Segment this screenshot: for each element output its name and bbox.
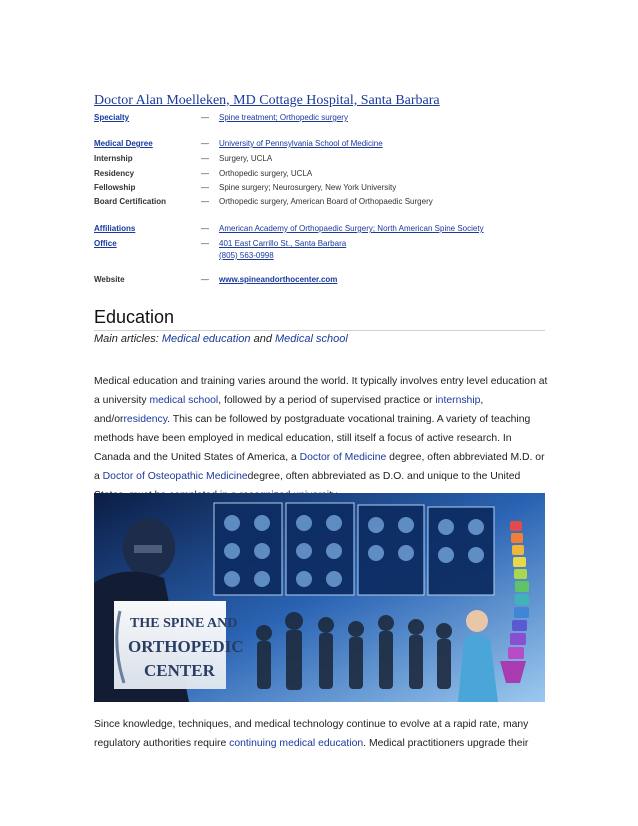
info-label-internship: Internship — [94, 154, 133, 163]
info-label-residency: Residency — [94, 169, 135, 178]
para1-text-2: , followed by a period of supervised practice or — [218, 395, 436, 406]
link-internship[interactable]: internship — [435, 395, 481, 406]
info-label-office[interactable]: Office — [94, 239, 117, 248]
info-value-residency: Orthopedic surgery, UCLA — [219, 169, 313, 178]
para1-text-6: degree, often abbreviated as D.O. and unique to the United — [247, 471, 521, 482]
main-articles-and: and — [250, 333, 275, 345]
education-paragraph-1 — [94, 372, 549, 505]
logo-line-3: CENTER — [144, 661, 215, 680]
info-label-specialty[interactable]: Specialty — [94, 113, 130, 122]
info-value-affiliations[interactable]: American Academy of Orthopaedic Surgery; North American Spine Society — [219, 224, 484, 233]
logo-line-1: THE SPINE AND — [130, 616, 238, 631]
banner-artwork — [94, 493, 545, 702]
link-doctor-of-medicine[interactable]: Doctor of Medicine — [299, 452, 387, 463]
spine-center-banner-image — [94, 493, 545, 702]
info-dash: — — [201, 169, 209, 178]
info-value-office-address[interactable]: 401 East Carrillo St., Santa Barbara — [219, 239, 347, 248]
para2-text-1: Since knowledge, techniques, and medical technology continue to evolve at a rapid rate, many regulatory authorities require — [94, 719, 529, 749]
info-value-internship: Surgery, UCLA — [219, 154, 273, 163]
info-label-website: Website — [94, 275, 125, 284]
info-value-fellowship: Spine surgery; Neurosurgery, New York University — [219, 183, 397, 192]
info-dash: — — [201, 139, 209, 148]
link-medical-school-inline[interactable]: medical school — [149, 395, 219, 406]
info-label-medical-degree[interactable]: Medical Degree — [94, 139, 153, 148]
xray-panels — [214, 503, 494, 595]
info-value-medical-degree[interactable]: University of Pennsylvania School of Medicine — [219, 139, 383, 148]
info-label-board-certification: Board Certification — [94, 197, 167, 206]
info-label-affiliations[interactable]: Affiliations — [94, 224, 136, 233]
info-value-board-certification: Orthopedic surgery, American Board of Orthopaedic Surgery — [219, 197, 433, 206]
logo-line-2: ORTHOPEDIC — [128, 637, 244, 656]
info-value-office-phone[interactable]: (805) 563-0998 — [219, 251, 274, 260]
link-residency[interactable]: residency — [123, 414, 168, 425]
info-dash: — — [201, 113, 209, 122]
info-dash: — — [201, 224, 209, 233]
main-articles-prefix: Main articles: — [94, 333, 162, 345]
info-value-specialty[interactable]: Spine treatment; Orthopedic surgery — [219, 113, 348, 122]
doctor-title[interactable]: Doctor Alan Moelleken, MD Cottage Hospital, Santa Barbara — [94, 93, 440, 108]
para1-text-3: , and/or — [94, 395, 484, 425]
info-dash: — — [201, 197, 209, 206]
info-value-website[interactable]: www.spineandorthocenter.com — [219, 275, 338, 284]
link-medical-school[interactable]: Medical school — [275, 333, 348, 345]
link-continuing-medical-education[interactable]: continuing medical education — [229, 738, 364, 749]
logo-panel — [114, 601, 244, 689]
education-paragraph-2 — [94, 715, 549, 753]
info-dash: — — [201, 239, 209, 248]
main-articles-note — [94, 333, 348, 345]
info-label-fellowship: Fellowship — [94, 183, 136, 192]
para2-text-2: . Medical practitioners upgrade their — [363, 738, 529, 749]
para1-text-5: degree, often abbreviated M.D. or a — [94, 452, 545, 482]
link-doctor-of-osteopathic-medicine[interactable]: Doctor of Osteopathic Medicine — [102, 471, 248, 482]
info-dash: — — [201, 275, 209, 284]
info-dash: — — [201, 154, 209, 163]
para1-text-1: Medical education and training varies around the world. It typically involves entry level education at a university — [94, 376, 548, 406]
para1-text-4: . This can be followed by postgraduate vocational training. A variety of teaching methods have been employed in medical education, still itself a focus of active research. In Canada and the United States of America, a — [94, 414, 531, 463]
education-heading: Education — [94, 307, 545, 331]
info-dash: — — [201, 183, 209, 192]
link-medical-education[interactable]: Medical education — [161, 333, 251, 345]
